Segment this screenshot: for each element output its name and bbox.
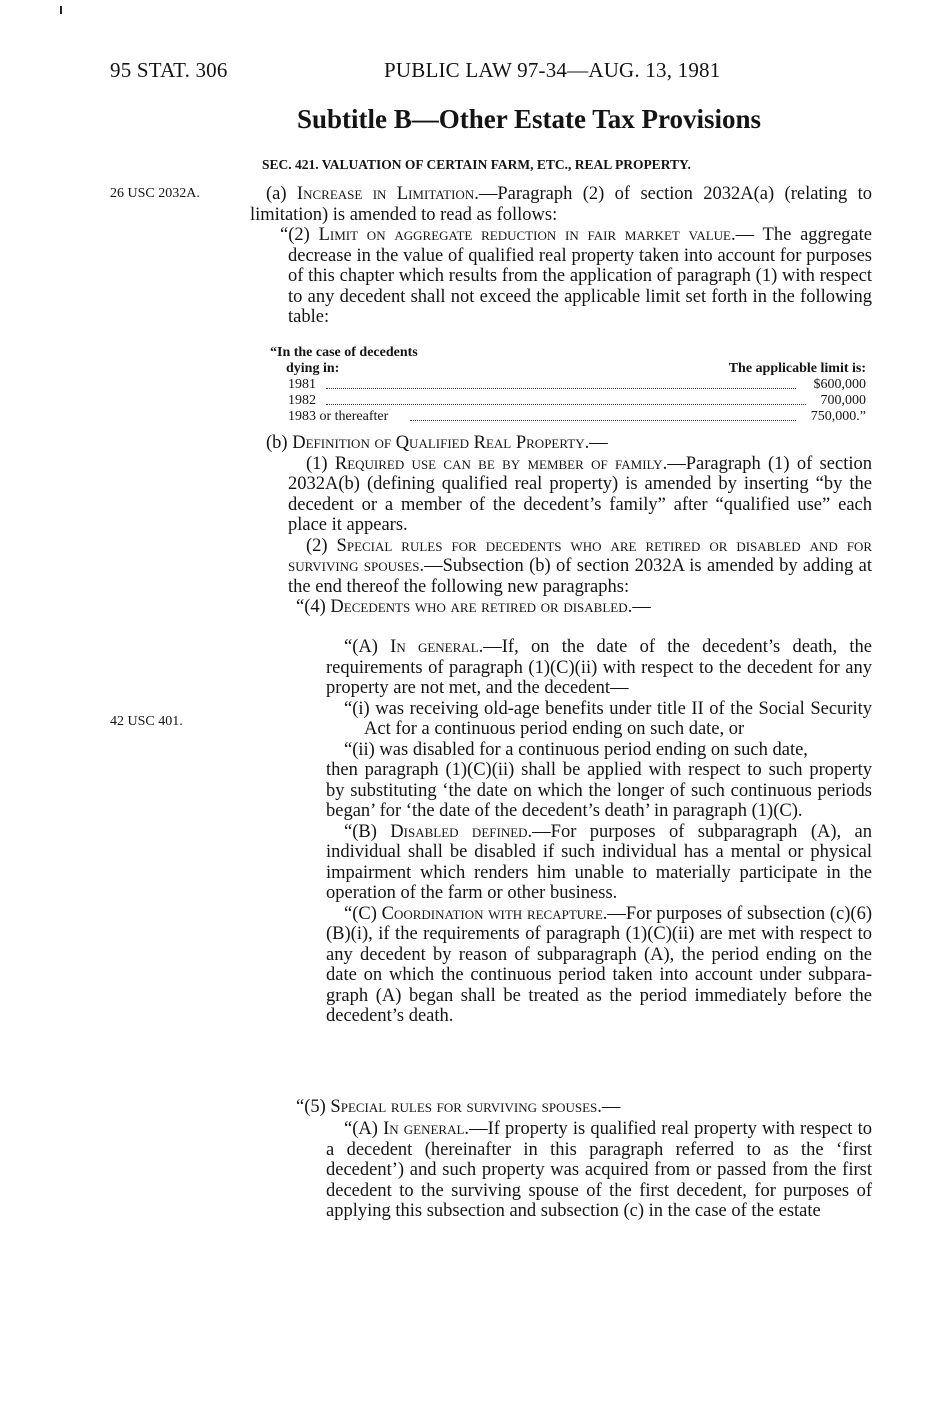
table-leader: [410, 420, 796, 421]
paragraph-4-body: “(A) In general.—If, on the date of the decedent’s death, the requirements of paragraph (1)(C)(ii) with respect to the decedent for any property are not met, and the decedent— “(i) was receiving old-age benefits under title II of the Social Security Act for a continuous period ending on such date, or “(ii) was disabled for a continuous period ending on such date, then paragraph (1)(C)(ii) shall be applied with respect to such property by substituting ‘the date on which the longer of such continuous periods began’ for ‘the date of the decedent’s death’ in paragraph (1)(C). “(B) Disabled defined.—For purposes of subparagraph (A), an individual shall be disabled if such individual has a mental or physical impairment which renders him unable to materially participate in the operation of the farm or other business. “(C) Coordination with recapture.—For purposes of subsection (c)(6)(B)(i), if the requirements of paragraph (1)(C)(ii) are met with respect to any decedent by reason of subparagraph (A), the period ending on the date on which the continuous period taken into account under subparagraph (A) began shall be treated as the period immediately before the decedent’s death.: [326, 637, 872, 1026]
table-row: [288, 393, 866, 409]
table-leader: [326, 404, 806, 405]
table-limit: $600,000: [813, 377, 866, 392]
stat-page-number: 95 STAT. 306: [110, 58, 228, 82]
margin-note-26-usc: 26 USC 2032A.: [110, 186, 200, 201]
table-col1-header-line2: dying in:: [286, 361, 340, 376]
table-limit: 700,000: [820, 393, 866, 408]
paragraph-4A-then: then paragraph (1)(C)(ii) shall be applied with respect to such property by substituting ‘the date on which the longer of such continuous periods began’ for ‘the date of the decedent’s death’ in paragraph (1)(C).: [326, 760, 872, 821]
table-limit: 750,000.”: [810, 409, 866, 424]
paragraph-4B-heading: Disabled defined.: [390, 821, 533, 842]
paragraph-5-heading: Special rules for surviving spouses.: [330, 1097, 602, 1117]
table-year: 1981: [288, 377, 316, 392]
table-year: 1982: [288, 393, 316, 408]
table-year: 1983 or thereafter: [288, 409, 389, 424]
limit-table: [270, 345, 866, 427]
table-col1-header-line1: “In the case of decedents: [270, 345, 418, 360]
table-leader: [326, 388, 796, 389]
paragraph-5A-heading: In general.: [383, 1119, 470, 1139]
section-heading: SEC. 421. VALUATION OF CERTAIN FARM, ETC., REAL PROPERTY.: [262, 157, 691, 172]
paragraph-a-heading: Increase in Limitation.: [296, 184, 479, 204]
table-col2-header: The applicable limit is:: [728, 361, 866, 376]
paragraph-4A-heading: In general.: [390, 637, 484, 657]
paragraph-5: “(5) Special rules for surviving spouses.—: [296, 1097, 621, 1117]
table-row: [288, 409, 866, 425]
table-row: [288, 377, 866, 393]
paragraph-b2-heading: Special rules for decedents who are retired or disabled and for surviving spouses.: [288, 535, 873, 576]
paragraph-a: (a) Increase in Limitation.—Paragraph (2) of section 2032A(a) (relating to limitation) is amended to read as follows:: [250, 184, 872, 225]
paragraph-4Ai: “(i) was receiving old-age benefits under title II of the Social Security Act for a continuous period ending on such date, or: [344, 698, 872, 739]
paragraph-4-heading: Decedents who are retired or disabled.: [330, 597, 633, 617]
paragraph-5A: “(A) In general.—If property is qualified real property with respect to a decedent (hereinafter in this paragraph referred to as the ‘first decedent’) and such property was acquired from or passed from the first decedent to the surviving spouse of the first decedent, for purposes of applying this subsection and subsection (c) in the case of the estate: [326, 1119, 872, 1221]
paragraph-4C-heading: Coordination with recapture.: [381, 903, 608, 924]
margin-note-42-usc: 42 USC 401.: [110, 714, 183, 729]
paragraph-4Aii: “(ii) was disabled for a continuous period ending on such date,: [344, 739, 808, 760]
paragraph-b1-heading: Required use can be by member of family.: [334, 453, 668, 474]
paragraph-b-heading: Definition of Qualified Real Property.: [292, 433, 590, 453]
paragraph-a2-heading: Limit on aggregate reduction in fair market value.: [318, 225, 736, 245]
paragraph-a2: “(2) Limit on aggregate reduction in fair market value.— The aggregate decrease in the value of qualified real property taken into account for purposes of this chapter which results from the application of paragraph (1) with respect to any decedent shall not exceed the applicable limit set forth in the following table:: [280, 225, 872, 327]
scan-mark: [60, 6, 62, 14]
paragraph-b-group: (b) Definition of Qualified Real Property.— (1) Required use can be by member of family.—Paragraph (1) of section 2032A(b) (defining qualified real property) is amended by inserting “by the decedent or a member of the decedent’s family” after “qualified use” each place it appears. (2) Special rules for decedents who are retired or disabled and for surviving spouses.—Subsection (b) of section 2032A is amended by adding at the end thereof the following new paragraphs: “(4) Decedents who are retired or disabled.—: [266, 433, 873, 617]
public-law-header: PUBLIC LAW 97-34—AUG. 13, 1981: [384, 58, 721, 82]
subtitle-heading: Subtitle B—Other Estate Tax Provisions: [297, 104, 762, 134]
